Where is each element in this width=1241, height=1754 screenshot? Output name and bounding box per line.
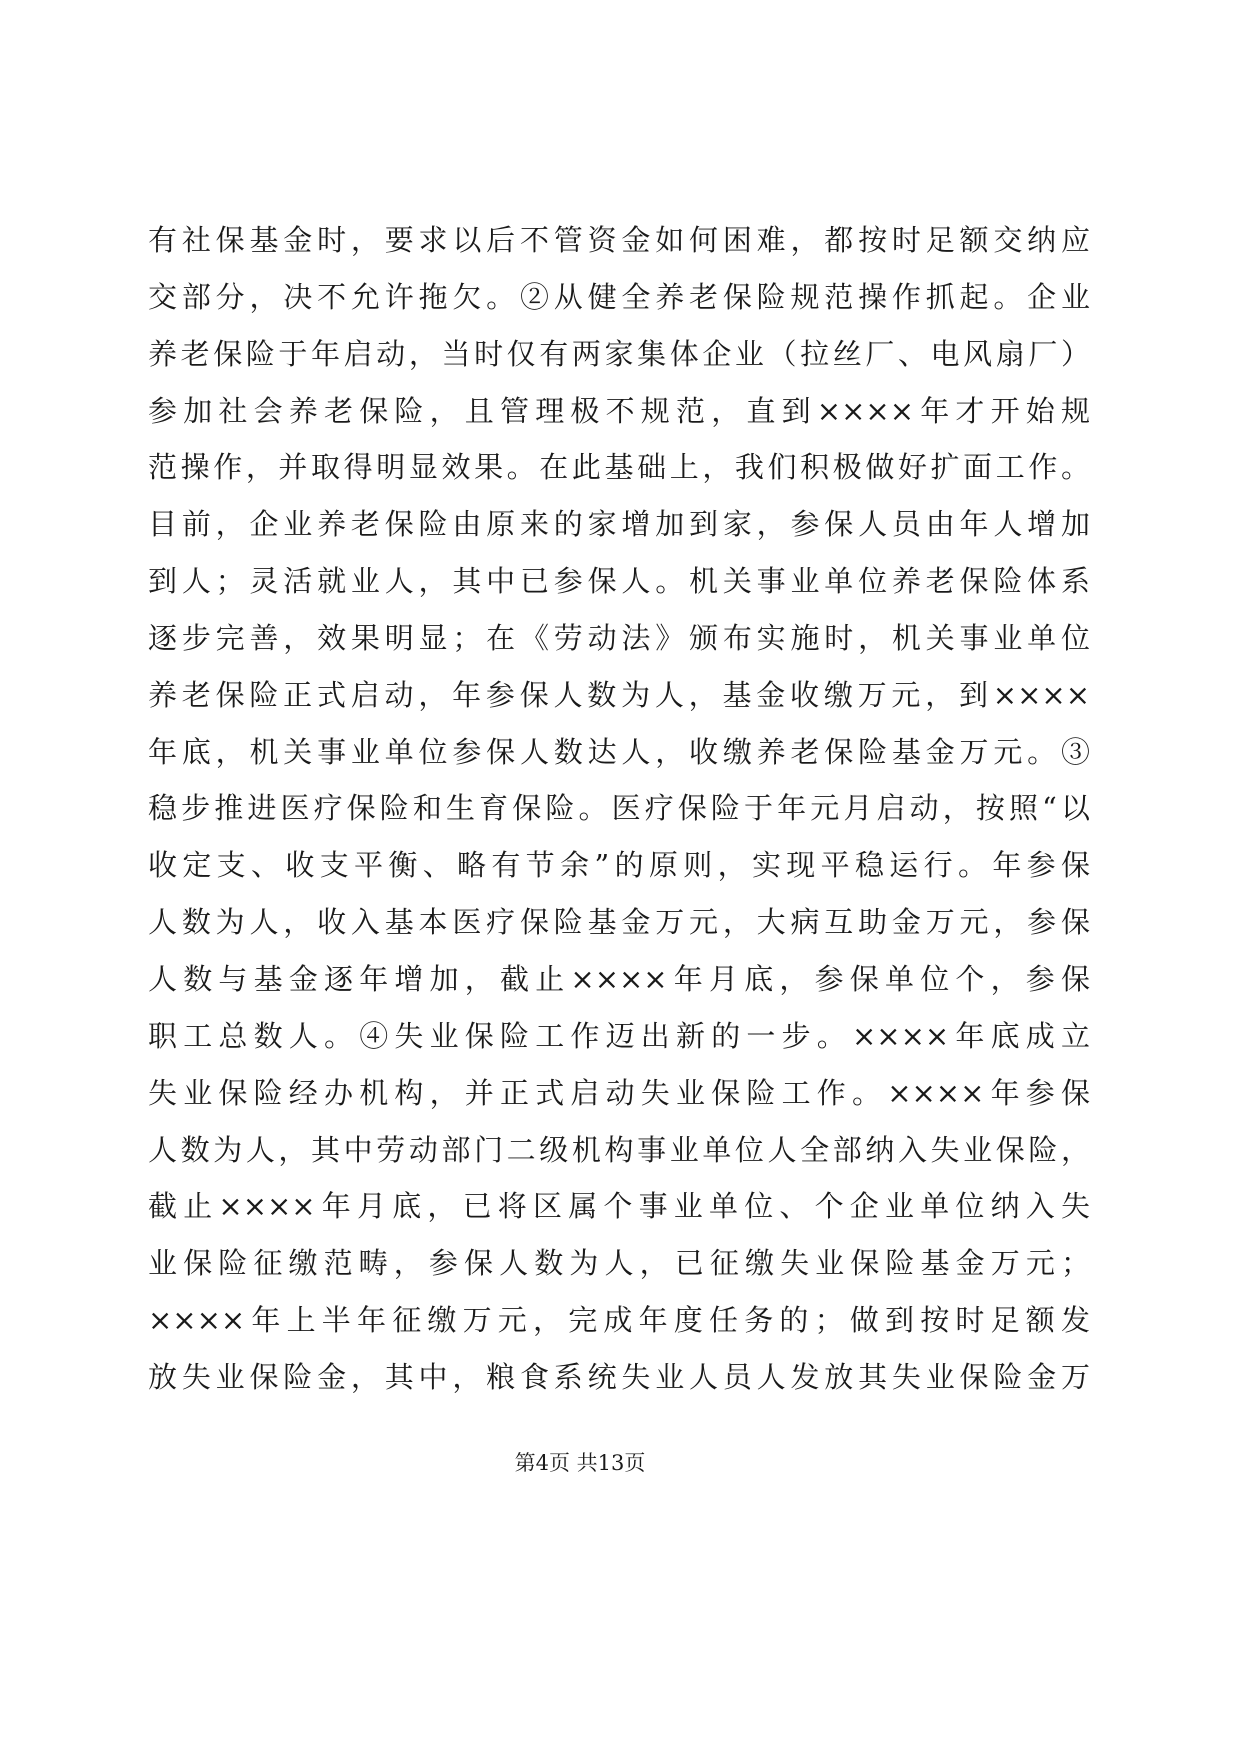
paragraph-line: 年底，机关事业单位参保人数达人，收缴养老保险基金万元。③ <box>148 734 1090 769</box>
paragraph-line: 交部分，决不允许拖欠。②从健全养老保险规范操作抓起。企业 <box>148 279 1090 314</box>
paragraph-line: 养老保险于年启动，当时仅有两家集体企业（拉丝厂、电风扇厂） <box>148 336 1090 371</box>
paragraph-line: 逐步完善，效果明显；在《劳动法》颁布实施时，机关事业单位 <box>148 620 1090 655</box>
paragraph-line: 人数为人，收入基本医疗保险基金万元，大病互助金万元，参保 <box>148 905 1090 940</box>
paragraph-line: ××××年上半年征缴万元，完成年度任务的；做到按时足额发 <box>148 1303 1090 1338</box>
paragraph-line: 职工总数人。④失业保险工作迈出新的一步。××××年底成立 <box>148 1018 1090 1053</box>
paragraph-line: 到人；灵活就业人，其中已参保人。机关事业单位养老保险体系 <box>148 564 1090 599</box>
paragraph-line: 范操作，并取得明显效果。在此基础上，我们积极做好扩面工作。 <box>148 450 1090 485</box>
body-text <box>148 212 1090 1406</box>
paragraph-line: 人数为人，其中劳动部门二级机构事业单位人全部纳入失业保险， <box>148 1132 1090 1167</box>
paragraph-line: 有社保基金时，要求以后不管资金如何困难，都按时足额交纳应 <box>148 223 1090 257</box>
paragraph-line: 失业保险经办机构，并正式启动失业保险工作。××××年参保 <box>148 1075 1090 1110</box>
paragraph-line: 收定支、收支平衡、略有节余”的原则，实现平稳运行。年参保 <box>148 848 1090 883</box>
paragraph-line: 目前，企业养老保险由原来的家增加到家，参保人员由年人增加 <box>148 507 1090 542</box>
paragraph-line: 参加社会养老保险，且管理极不规范，直到××××年才开始规 <box>148 393 1090 428</box>
paragraph-line: 截止××××年月底，已将区属个事业单位、个企业单位纳入失 <box>148 1189 1090 1224</box>
paragraph-line: 养老保险正式启动，年参保人数为人，基金收缴万元，到×××× <box>148 677 1090 712</box>
paragraph-line: 业保险征缴范畴，参保人数为人，已征缴失业保险基金万元； <box>148 1246 1090 1281</box>
paragraph-line: 人数与基金逐年增加，截止××××年月底，参保单位个，参保 <box>148 961 1090 996</box>
paragraph-line: 放失业保险金，其中，粮食系统失业人员人发放其失业保险金万 <box>148 1359 1090 1394</box>
page-number-footer: 第4页 共13页 <box>514 1451 646 1475</box>
paragraph-line: 稳步推进医疗保险和生育保险。医疗保险于年元月启动，按照“以 <box>148 791 1090 826</box>
